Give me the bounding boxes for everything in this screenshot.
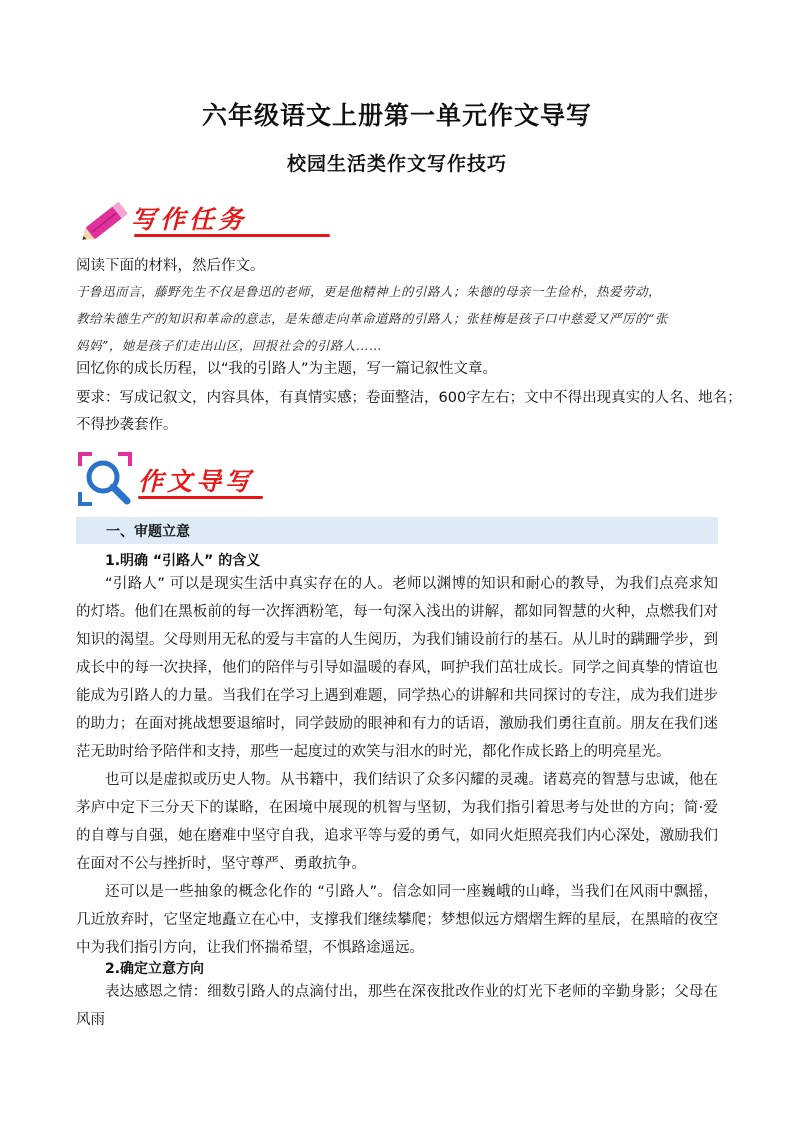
guide-section-header: [76, 450, 276, 510]
band-title: 一、审题立意: [106, 524, 190, 540]
document-subtitle: 校园生活类作文写作技巧: [286, 153, 507, 175]
paragraph: 还可以是一些抽象的概念化作的 “引路人”。信念如同一座巍峨的山峰，当我们在风雨中飘摇，几近放弃时，它坚定地矗立在心中，支撑我们继续攀爬；梦想似远方熠熠生辉的星辰，在黑暗的夜空中为我们指引方向，让我们怀揣希望，不惧路途遥远。: [76, 884, 718, 956]
task-section-underline: [134, 234, 330, 237]
document-title: 六年级语文上册第一单元作文导写: [201, 101, 592, 130]
quote-line: 妈妈”，她是孩子们走出山区，回报社会的引路人……: [76, 338, 382, 353]
task-prompt: 回忆你的成长历程，以“我的引路人”为主题，写一篇记叙性文章。: [76, 361, 498, 377]
subheading: 2.确定立意方向: [105, 961, 205, 977]
task-section-header: [76, 196, 276, 246]
subheading: 1.明确 “引路人” 的含义: [105, 553, 261, 569]
paragraph: 表达感恩之情：细数引路人的点滴付出，那些在深夜批改作业的灯光下老师的辛勤身影；父母在风雨: [76, 984, 718, 1028]
guide-section-label: 作文导写: [138, 467, 255, 496]
paragraph: “引路人” 可以是现实生活中真实存在的人。老师以渊博的知识和耐心的教导，为我们点亮求知的灯塔。他们在黑板前的每一次挥洒粉笔，每一句深入浅出的讲解，都如同智慧的火种，点燃我们对知识的渴望。父母则用无私的爱与丰富的人生阅历，为我们铺设前行的基石。从儿时的蹒跚学步，到成长中的每一次抉择，他们的陪伴与引导如温暖的春风，呵护我们茁壮成长。同学之间真挚的情谊也能成为引路人的力量。当我们在学习上遇到难题，同学热心的讲解和共同探讨的专注，成为我们进步的助力；在面对挑战想要退缩时，同学鼓励的眼神和有力的话语，激励我们勇往直前。朋友在我们迷茫无助时给予陪伴和支持，那些一起度过的欢笑与泪水的时光，都化作成长路上的明亮星光。: [76, 576, 718, 760]
guide-section-underline: [138, 496, 263, 499]
quote-line: 教给朱德生产的知识和革命的意志，是朱德走向革命道路的引路人；张桂梅是孩子口中慈爱又严厉的“张: [76, 311, 668, 326]
task-intro: 阅读下面的材料，然后作文。: [76, 258, 265, 274]
magnifier-icon: [76, 450, 134, 508]
task-section-label: 写作任务: [131, 205, 248, 234]
quote-line: 于鲁迅而言，藤野先生不仅是鲁迅的老师，更是他精神上的引路人；朱德的母亲一生俭朴，热爱劳动，: [76, 284, 662, 299]
task-requirements: 不得抄袭套作。: [76, 417, 178, 433]
task-requirements: 要求：写成记叙文，内容具体，有真情实感；卷面整洁，600字左右；文中不得出现真实的人名、地名；: [76, 390, 742, 406]
section-band: [76, 517, 718, 544]
paragraph: 也可以是虚拟或历史人物。从书籍中，我们结识了众多闪耀的灵魂。诸葛亮的智慧与忠诚，他在茅庐中定下三分天下的谋略，在困境中展现的机智与坚韧，为我们指引着思考与处世的方向；简·爱的自尊与自强，她在磨难中坚守自我，追求平等与爱的勇气，如同火炬照亮我们内心深处，激励我们在面对不公与挫折时，坚守尊严、勇敢抗争。: [76, 772, 718, 872]
pencil-icon: [76, 196, 138, 246]
